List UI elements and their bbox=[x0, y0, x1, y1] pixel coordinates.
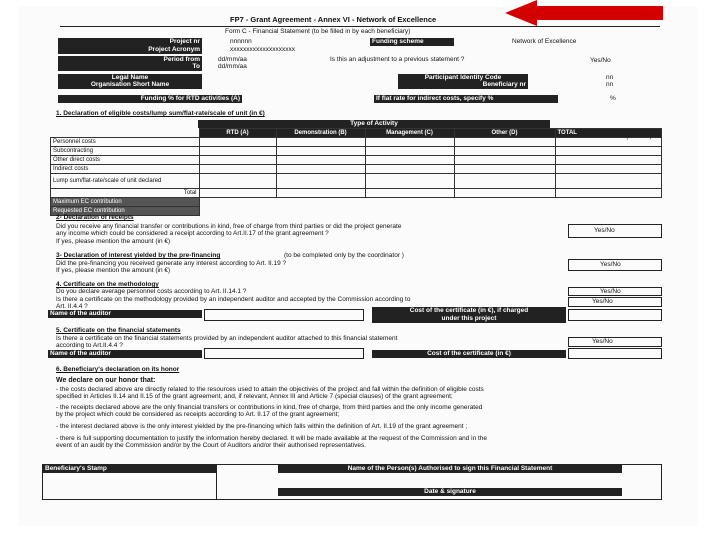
project-acronym-value: xxxxxxxxxxxxxxxxxxxx bbox=[230, 46, 295, 53]
section2-answer: Yes/No bbox=[594, 227, 615, 234]
col-other: Other (D) bbox=[454, 129, 555, 138]
section3-ifyes: If yes, please mention the amount (in €) bbox=[56, 267, 171, 274]
legal-name-label: Legal Name bbox=[58, 74, 202, 82]
org-short-name-label: Organisation Short Name bbox=[58, 81, 202, 89]
section5-auditor-label: Name of the auditor bbox=[48, 350, 202, 358]
table-row-requested-ec: Requested EC contribution bbox=[51, 207, 662, 216]
section5-answer: Yes/No bbox=[592, 338, 613, 345]
section2-answer-box bbox=[568, 224, 662, 238]
pic-label: Participant Identity Code bbox=[398, 74, 528, 82]
title-underline bbox=[60, 26, 660, 27]
section3-title: 3- Declaration of interest yielded by the pre-financing bbox=[56, 252, 221, 259]
section4-q2-1: Is there a certificate on the methodology provided by an independent auditor and accepted by the Commission according to bbox=[56, 296, 411, 303]
funding-scheme-value: Network of Excellence bbox=[512, 38, 577, 45]
section1-title: 1. Declaration of eligible costs/lump sum/flat-rate/scale of unit (in €) bbox=[56, 110, 265, 117]
col-demonstration: Demonstration (B) bbox=[276, 129, 365, 138]
table-row: Subcontracting bbox=[51, 147, 662, 156]
period-to-label: To bbox=[58, 63, 202, 71]
section6-p3: - the interest declared above is the only interest yielded by the pre-financing which falls within the definition of Art. II.19 of the grant agreement ; bbox=[56, 423, 468, 430]
pic-value: nn bbox=[606, 74, 614, 81]
funding-scheme-label: Funding scheme bbox=[370, 38, 454, 46]
section3-question: Did the pre-financing you received generate any interest according to Art. II.19 ? bbox=[56, 260, 287, 267]
section3-answer: Yes/No bbox=[600, 261, 621, 268]
section6-intro: We declare on our honor that: bbox=[56, 377, 156, 384]
section4-auditor-box bbox=[204, 309, 364, 321]
section5-title: 5. Certificate on the financial statements bbox=[56, 327, 181, 334]
table-row-total: Total bbox=[51, 189, 662, 198]
section5-answer-box bbox=[568, 337, 662, 347]
section6-title: 6. Beneficiary's declaration on its honor bbox=[56, 366, 180, 373]
section4-q1: Do you declare average personnel costs according to Art. II.14.1 ? bbox=[56, 288, 247, 295]
section4-a2: Yes/No bbox=[592, 298, 613, 305]
section4-auditor-label: Name of the auditor bbox=[48, 310, 202, 318]
section4-cost-label-1: Cost of the certificate (in €), if charged bbox=[372, 307, 566, 315]
col-rtd: RTD (A) bbox=[199, 129, 276, 138]
section4-title: 4. Certificate on the methodology bbox=[56, 281, 159, 288]
section4-cost-label-2: under this project bbox=[372, 315, 566, 323]
section2-question-2: any income which could be considered a receipt according to Art.II.17 of the grant agreement ? bbox=[56, 230, 329, 237]
section5-auditor-box bbox=[204, 348, 364, 359]
section6-p1-2: specified in Articles II.14 and II.15 of the grant agreement, and, if relevant, Annex III and Article 7 (special clauses) of the grant agreement; bbox=[56, 393, 453, 400]
period-from-label: Period from bbox=[58, 56, 202, 64]
table-row: Other direct costs bbox=[51, 156, 662, 165]
beneficiary-nr-label: Beneficiary nr bbox=[398, 81, 528, 89]
section2-question-1: Did you receive any financial transfer or contributions in kind, free of charge from third parties or did the project generate bbox=[56, 223, 402, 230]
section5-cost-label: Cost of the certificate (in €) bbox=[372, 350, 566, 358]
section2-ifyes: If yes, please mention the amount (in €) bbox=[56, 238, 171, 245]
section4-a1: Yes/No bbox=[600, 288, 621, 295]
red-arrow-icon bbox=[505, 0, 665, 26]
period-from-value: dd/mm/aa bbox=[218, 56, 247, 63]
project-nr-label: Project nr bbox=[58, 38, 202, 46]
period-to-value: dd/mm/aa bbox=[218, 63, 247, 70]
table-row: Indirect costs bbox=[51, 165, 662, 174]
table-row-max-ec: Maximum EC contribution bbox=[51, 198, 662, 207]
section4-cost-box bbox=[568, 309, 662, 321]
signer-label: Name of the Person(s) Authorised to sign this Financial Statement bbox=[278, 465, 622, 473]
section5-cost-box bbox=[568, 348, 662, 359]
date-signature-label: Date & signature bbox=[278, 488, 622, 496]
section6-p2-1: - the receipts declared above are the only financial transfers or contributions in kind, free of charge, from third parties and the only income generated bbox=[56, 404, 483, 411]
section6-p4-2: event of an audit by the Commission and/or by the Court of Auditors and/or their authorised representatives. bbox=[56, 442, 367, 449]
project-nr-value: nnnnnn bbox=[230, 38, 252, 45]
funding-rtd-label: Funding % for RTD activities (A) bbox=[58, 95, 242, 103]
type-of-activity-header: Type of Activity bbox=[198, 120, 550, 128]
col-total: TOTAL bbox=[555, 129, 662, 138]
section4-a2-box bbox=[568, 297, 662, 307]
section6-p2-2: by the project which could be considered as receipts according to Art. II.17 of the grant agreement; bbox=[56, 411, 340, 418]
col-management: Management (C) bbox=[365, 129, 454, 138]
eligible-costs-table bbox=[50, 128, 662, 216]
flat-rate-value: % bbox=[610, 95, 616, 102]
section5-q-1: Is there a certificate on the financial statements provided by an independent auditor attached to this financial statement bbox=[56, 335, 398, 342]
section3-title-note: (to be completed only by the coordinator ) bbox=[284, 252, 404, 259]
section5-q-2: according to Art.II.4.4 ? bbox=[56, 342, 123, 349]
adjustment-question: Is this an adjustment to a previous statement ? bbox=[330, 56, 465, 63]
table-row: Personnel costs bbox=[51, 138, 662, 147]
table-row: Lump sum/flat-rate/scale of unit declared bbox=[51, 174, 662, 189]
doc-title: FP7 - Grant Agreement - Annex VI - Network of Excellence bbox=[230, 15, 437, 24]
section6-p1-1: - the costs declared above are directly related to the resources used to attain the objectives of the project and fall within the definition of eligible costs bbox=[56, 386, 484, 393]
beneficiary-nr-value: nn bbox=[606, 81, 614, 88]
stamp-divider bbox=[216, 464, 217, 500]
section4-q2-2: Art. II.4.4 ? bbox=[56, 303, 88, 310]
section6-p4-1: - there is full supporting documentation to justify the information hereby declared. It will be made available at the request of the Commission and in the bbox=[56, 435, 488, 442]
project-acronym-label: Project Acronym bbox=[58, 46, 202, 54]
flat-rate-label: If flat rate for indirect costs, specify % bbox=[374, 95, 558, 103]
beneficiary-stamp-label: Beneficiary's Stamp bbox=[43, 465, 217, 473]
adjustment-value: Yes/No bbox=[590, 57, 611, 64]
form-subtitle: Form C - Financial Statement (to be filled in by each beneficiary) bbox=[225, 28, 411, 35]
section2-title: 2- Declaration of receipts bbox=[56, 214, 134, 221]
